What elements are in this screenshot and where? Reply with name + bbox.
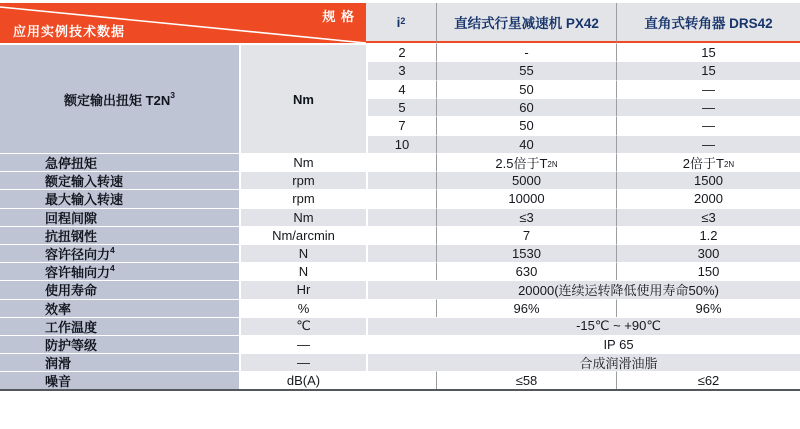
row-unit: Hr	[241, 280, 366, 298]
ratio-empty-cell	[366, 244, 437, 262]
drs42-value: 15	[617, 43, 800, 61]
drs42-value: ≤3	[617, 208, 800, 226]
merged-value: IP 65	[437, 335, 800, 353]
row-unit: —	[241, 353, 366, 371]
output-torque-footnote: 3	[170, 90, 175, 100]
px42-value: ≤3	[437, 208, 617, 226]
table-row	[0, 371, 800, 389]
row-unit: Nm/arcmin	[241, 226, 366, 244]
px42-value: 96%	[437, 299, 617, 317]
ratio-symbol: i	[396, 14, 401, 30]
ratio-footnote: 2	[400, 16, 406, 26]
ratio-rows	[366, 43, 800, 153]
table-row	[0, 226, 800, 244]
ratio-empty-cell	[366, 353, 437, 371]
px42-value: 60	[437, 98, 617, 116]
px42-value: 10000	[437, 189, 617, 207]
ratio-empty-cell	[366, 208, 437, 226]
ratio-value: 4	[366, 80, 437, 98]
table-header-row	[0, 3, 800, 43]
ratio-empty-cell	[366, 171, 437, 189]
ratio-empty-cell	[366, 262, 437, 280]
px42-value: 55	[437, 61, 617, 79]
spec-table	[0, 3, 800, 391]
drs42-value: 300	[617, 244, 800, 262]
ratio-value: 5	[366, 98, 437, 116]
row-unit: rpm	[241, 171, 366, 189]
ratio-empty-cell	[366, 317, 437, 335]
output-torque-band	[0, 43, 800, 153]
px42-value: 630	[437, 262, 617, 280]
drs42-value: 96%	[617, 299, 800, 317]
drs42-value: —	[617, 80, 800, 98]
table-row	[366, 43, 800, 61]
table-row	[0, 317, 800, 335]
drs42-value: —	[617, 116, 800, 134]
row-label: 急停扭矩	[0, 153, 241, 171]
ratio-value: 10	[366, 135, 437, 153]
table-row	[0, 171, 800, 189]
row-label: 效率	[0, 299, 241, 317]
drs42-value: —	[617, 98, 800, 116]
px42-value: 7	[437, 226, 617, 244]
output-torque-unit-cell: Nm	[241, 43, 366, 153]
drs42-value: —	[617, 135, 800, 153]
row-unit: Nm	[241, 208, 366, 226]
row-unit: rpm	[241, 189, 366, 207]
table-row	[366, 135, 800, 153]
drs42-value: 2倍于T $_{2N}$	[617, 153, 800, 171]
spec-rows	[0, 153, 800, 389]
column-header-ratio	[366, 3, 437, 43]
table-title: 应用实例技术数据	[13, 24, 126, 39]
row-label: 防护等级	[0, 335, 241, 353]
px42-value: 2.5倍于T $_{2N}$	[437, 153, 617, 171]
row-unit: ℃	[241, 317, 366, 335]
row-label: 工作温度	[0, 317, 241, 335]
ratio-empty-cell	[366, 299, 437, 317]
drs42-value: 2000	[617, 189, 800, 207]
table-row	[0, 280, 800, 298]
table-row	[0, 335, 800, 353]
merged-value: 20000(连续运转降低使用寿命50%)	[437, 280, 800, 298]
row-unit: Nm	[241, 153, 366, 171]
drs42-value: ≤62	[617, 371, 800, 389]
ratio-empty-cell	[366, 226, 437, 244]
merged-value: -15℃ ~ +90℃	[437, 317, 800, 335]
table-row	[0, 189, 800, 207]
table-row	[0, 299, 800, 317]
drs42-value: 1.2	[617, 226, 800, 244]
row-label: 额定输入转速	[0, 171, 241, 189]
ratio-value: 2	[366, 43, 437, 61]
table-row	[0, 353, 800, 371]
px42-value: ≤58	[437, 371, 617, 389]
drs42-value: 1500	[617, 171, 800, 189]
table-row	[0, 153, 800, 171]
row-label: 回程间隙	[0, 208, 241, 226]
px42-value: 50	[437, 116, 617, 134]
row-unit: —	[241, 335, 366, 353]
table-row	[0, 262, 800, 280]
drs42-value: 150	[617, 262, 800, 280]
table-row	[366, 61, 800, 79]
row-unit: N	[241, 244, 366, 262]
row-label: 容许径向力 $^4$	[0, 244, 241, 262]
ratio-empty-cell	[366, 189, 437, 207]
row-unit: %	[241, 299, 366, 317]
row-label: 润滑	[0, 353, 241, 371]
drs42-value: 15	[617, 61, 800, 79]
table-row	[366, 80, 800, 98]
ratio-empty-cell	[366, 371, 437, 389]
corner-spec-label: 规 格	[322, 9, 355, 24]
row-label: 最大输入转速	[0, 189, 241, 207]
merged-value: 合成润滑油脂	[437, 353, 800, 371]
diagonal-corner-cell	[0, 3, 366, 43]
output-torque-label: 额定输出扭矩 T2N	[64, 92, 171, 108]
table-row	[366, 116, 800, 134]
column-header-px42: 直结式行星减速机 PX42	[437, 3, 617, 43]
px42-value: 1530	[437, 244, 617, 262]
row-label: 容许轴向力 $^4$	[0, 262, 241, 280]
table-row	[0, 244, 800, 262]
column-header-drs42: 直角式转角器 DRS42	[617, 3, 800, 43]
row-unit: N	[241, 262, 366, 280]
row-label: 使用寿命	[0, 280, 241, 298]
output-torque-label-cell	[0, 43, 241, 153]
table-row	[0, 208, 800, 226]
ratio-empty-cell	[366, 153, 437, 171]
px42-value: 40	[437, 135, 617, 153]
px42-value: -	[437, 43, 617, 61]
row-unit: dB(A)	[241, 371, 366, 389]
ratio-empty-cell	[366, 335, 437, 353]
ratio-empty-cell	[366, 280, 437, 298]
row-label: 噪音	[0, 371, 241, 389]
table-row	[366, 98, 800, 116]
px42-value: 5000	[437, 171, 617, 189]
ratio-value: 3	[366, 61, 437, 79]
px42-value: 50	[437, 80, 617, 98]
row-label: 抗扭钢性	[0, 226, 241, 244]
ratio-value: 7	[366, 116, 437, 134]
